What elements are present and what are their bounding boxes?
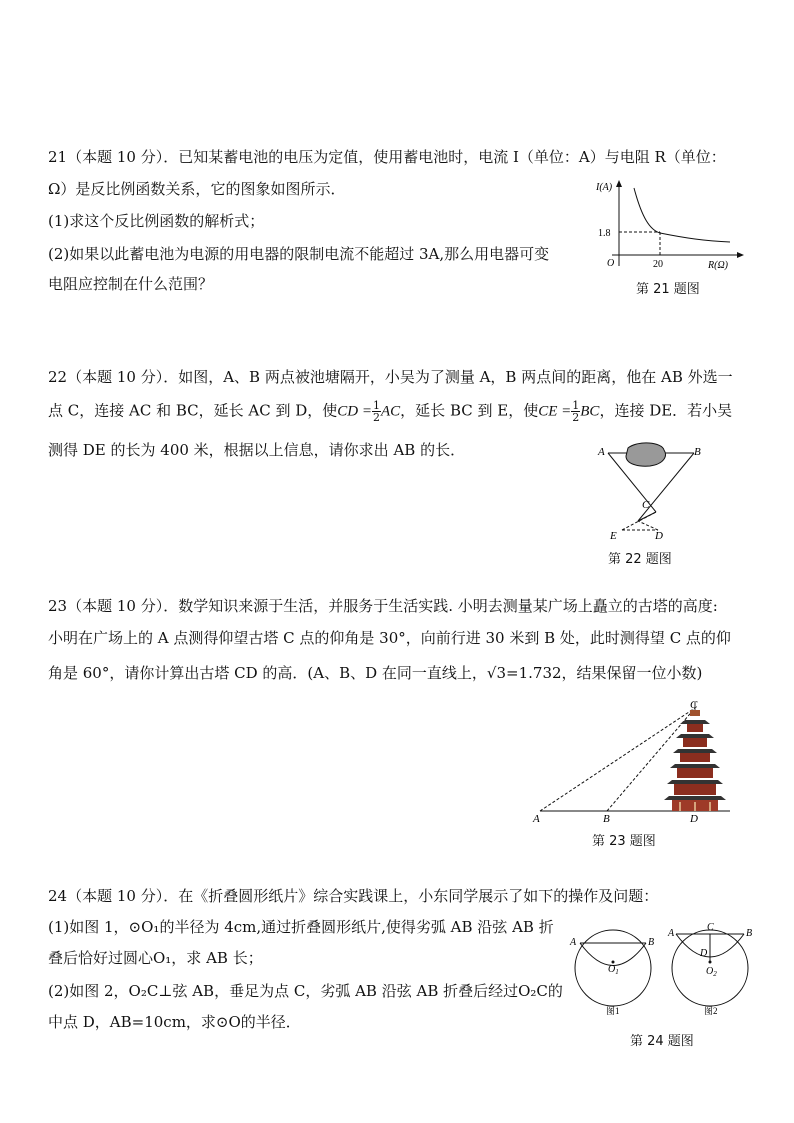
q21-line-5: 电阻应控制在什么范围？ (48, 275, 214, 293)
q23-text-b: =1.732，结果保留一位小数) (506, 664, 703, 682)
q23-line-3 (48, 663, 702, 683)
q21-line-1: 21（本题 10 分）．已知某蓄电池的电压为定值，使用蓄电池时，电流 I（单位：A）与电阻 R（单位： (48, 148, 726, 166)
q22-text-b: ，延长 BC 到 E，使 (400, 401, 539, 420)
q24-fig1-label-a: A (570, 937, 577, 948)
q23-line-2: 小明在广场上的 A 点测得仰望古塔 C 点的仰角是 30°，向前行进 30 米到 B 处，此时测得望 C 点的仰 (48, 629, 731, 647)
q22-label-c: C (642, 499, 650, 511)
q24-fig2-caption: 图2 (704, 1006, 718, 1016)
q24-fig2-label-a: A (668, 928, 675, 939)
q21-figure (590, 178, 750, 278)
q23-text-a: 角是 60°，请你计算出古塔 CD 的高．(A、B、D 在同一直线上， (48, 664, 487, 682)
q22-text-c: ，连接 DE．若小吴 (599, 401, 733, 420)
q23-label-c: C (690, 699, 698, 711)
q22-figure (598, 442, 708, 542)
q24-fig1-caption: 图1 (606, 1006, 620, 1016)
q22-line-3: 测得 DE 的长为 400 米，根据以上信息，请你求出 AB 的长． (48, 441, 466, 459)
q22-fraction-2: $\frac{1}{2}$ (572, 399, 580, 424)
q23-label-a: A (533, 813, 540, 825)
q22-ce: CE = (538, 403, 572, 420)
q23-line-1: 23（本题 10 分）．数学知识来源于生活，并服务于生活实践. 小明去测量某广场上矗立的古塔的高度: (48, 597, 718, 615)
q21-line-3: (1)求这个反比例函数的解析式； (48, 212, 265, 230)
q24-fig2-label-c: C (707, 922, 714, 933)
q22-label-b: B (694, 446, 701, 458)
q24-fig2-label-o: $O_2$ (706, 966, 717, 978)
q23-figure (530, 698, 745, 828)
q22-ac: AC (381, 403, 401, 420)
q23-label-b: B (603, 813, 610, 825)
q24-fig2-label-d: D (700, 948, 708, 959)
q21-origin-label: O (607, 258, 615, 269)
q21-line-2: Ω）是反比例函数关系，它的图象如图所示． (48, 180, 346, 198)
q24-fig1-label-b: B (648, 937, 655, 948)
q23-sqrt: √3 (486, 664, 507, 682)
pagoda-illustration (664, 702, 726, 811)
q22-cd: CD = (337, 403, 372, 420)
q22-label-d: D (655, 530, 663, 542)
q22-text-a: 点 C，连接 AC 和 BC，延长 AC 到 D，使 (48, 401, 338, 420)
q21-y-axis-label: I(A) (596, 182, 613, 193)
q22-line-1: 22（本题 10 分）．如图，A、B 两点被池塘隔开，小吴为了测量 A，B 两点间的距离，他在 AB 外选一 (48, 368, 733, 386)
q21-caption: 第 21 题图 (636, 282, 700, 297)
q24-line-5: 中点 D，AB=10cm，求⊙O的半径． (48, 1013, 301, 1031)
q22-caption: 第 22 题图 (608, 552, 672, 567)
q22-label-a: A (598, 446, 605, 458)
q24-caption: 第 24 题图 (630, 1034, 694, 1049)
q22-bc: BC (580, 403, 600, 420)
q24-line-4: (2)如图 2，O₂C⊥弦 AB，垂足为点 C，劣弧 AB 沿弦 AB 折叠后经过O₂C的 (48, 982, 563, 1000)
q24-fig1-label-o: $O_1$ (608, 964, 619, 976)
q22-fraction-1: $\frac{1}{2}$ (373, 399, 380, 424)
q23-caption: 第 23 题图 (592, 834, 656, 849)
q24-line-3: 叠后恰好过圆心O₁，求 AB 长； (48, 949, 263, 967)
q21-line-4: (2)如果以此蓄电池为电源的用电器的限制电流不能超过 3A,那么用电器可变 (48, 245, 550, 263)
q24-fig2-label-b: B (746, 928, 753, 939)
q22-label-e: E (610, 530, 617, 542)
q24-figure-2 (668, 918, 758, 1018)
q24-line-1: 24（本题 10 分）．在《折叠圆形纸片》综合实践课上，小东同学展示了如下的操作及问题： (48, 887, 659, 905)
q22-line-2 (48, 400, 732, 423)
q21-x-axis-label: R(Ω) (708, 260, 728, 271)
q23-label-d: D (690, 813, 698, 825)
q24-figure-1 (570, 918, 660, 1018)
q24-line-2: (1)如图 1，⊙O₁的半径为 4cm,通过折叠圆形纸片,使得劣弧 AB 沿弦 AB 折 (48, 918, 554, 936)
q21-x-tick: 20 (653, 259, 663, 270)
q21-y-tick: 1.8 (598, 228, 611, 239)
